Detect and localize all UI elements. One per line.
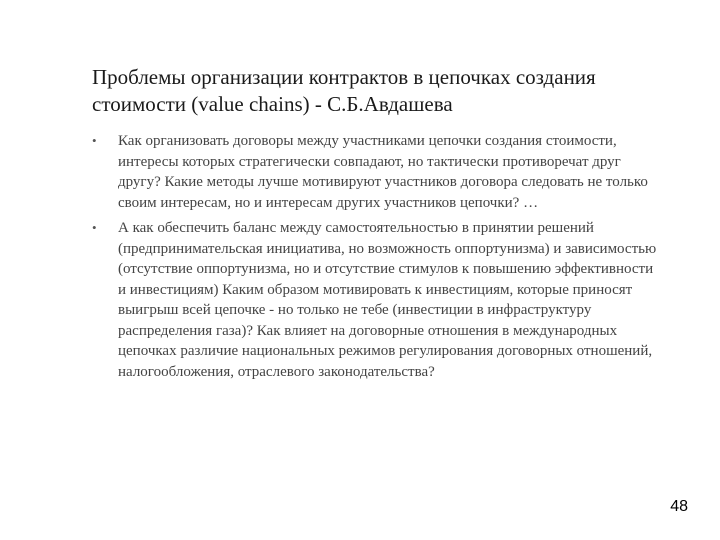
bullet-dot-icon: • [92, 133, 97, 148]
bullet-text: Как организовать договоры между участниками цепочки создания стоимости, интересы которых стратегически совпадают, но тактически противоречат друг другу? Какие методы лучше мотивируют участников договора следовать не только своим интересам, но и интересам других участников цепочки? … [118, 133, 648, 211]
bullet-text: А как обеспечить баланс между самостоятельностью в принятии решений (предпринимательская инициатива, но возможность оппортунизма) и зависимостью (отсутствие оппортунизма, но и отсутствие стимулов к повышению эффективности и инвестициям) Каким образом мотивировать к инвестициям, которые приносят выигрыш всей цепочке - но только не тебе (инвестиции в инфраструктуру распределения газа)? Как влияет на договорные отношения в международных цепочках различие национальных режимов регулирования договорных отношений, налогообложения, отраслевого законодательства? [118, 220, 657, 380]
slide-title: Проблемы организации контрактов в цепочках создания стоимости (value chains) - С.Б.Авдашева [92, 65, 596, 116]
bullet-list [92, 131, 662, 387]
bullet-dot-icon: • [92, 220, 97, 235]
bullet-item [92, 218, 662, 382]
bullet-item [92, 131, 662, 213]
page-number: 48 [670, 498, 688, 515]
